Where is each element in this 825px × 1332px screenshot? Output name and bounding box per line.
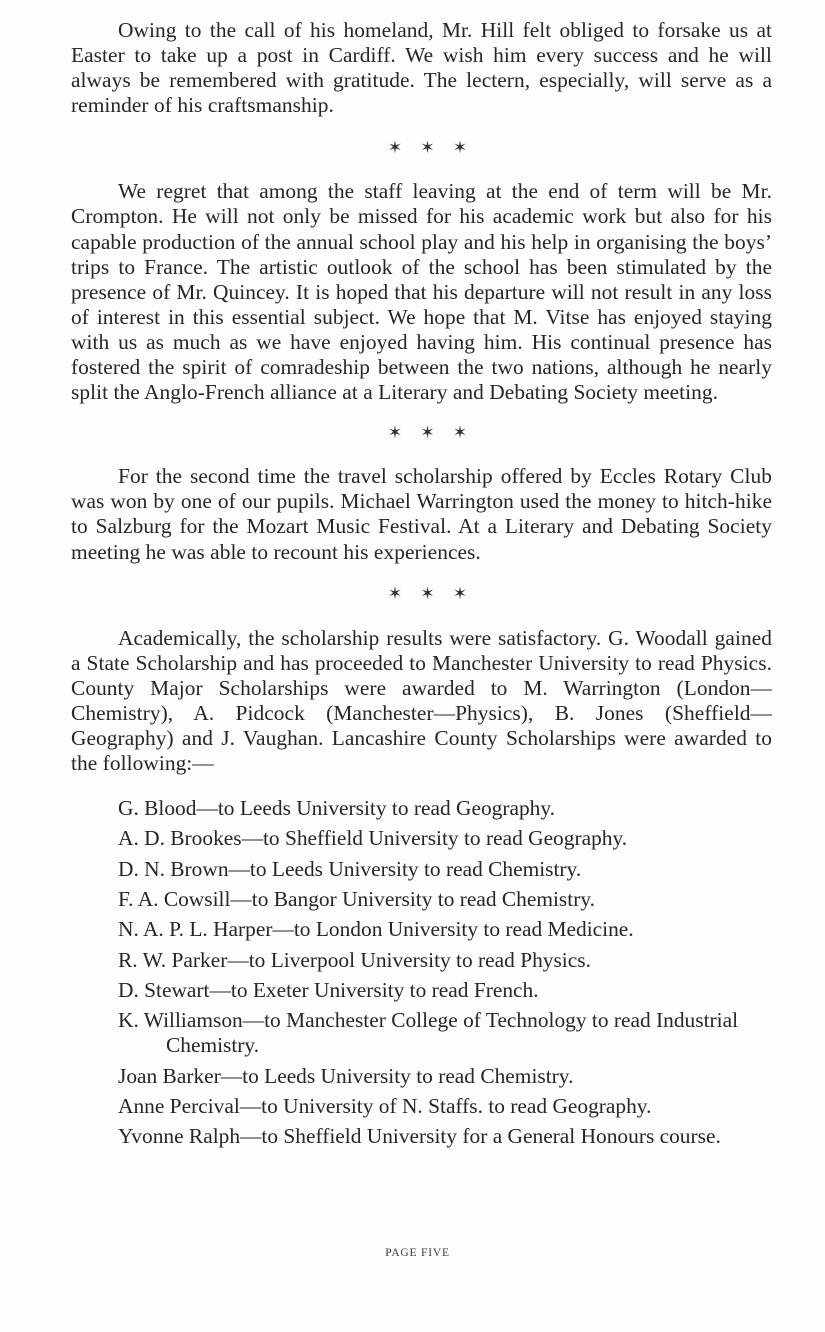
section-separator-stars: ✶ ✶ ✶ (387, 583, 468, 603)
page-number-label: PAGE FIVE (385, 1247, 450, 1259)
paragraph-staff-leaving: We regret that among the staff leaving at the end of term will be Mr. Crompton. He will not only be missed for his academic work but also for his capable production of the annual school play and his help in organising the boys’ trips to France. The artistic outlook of the school has been stimulated by the presence of Mr. Quincey. It is hoped that his departure will not result in any loss of interest in this essential subject. We hope that M. Vitse has enjoyed staying with us as much as we have enjoyed having him. His continual presence has fostered the spirit of comradeship between the two nations, although he nearly split the Anglo-French alliance at a Literary and Debating Society meeting. (71, 179, 772, 405)
list-item: N. A. P. L. Harper—to London University to read Medicine. (118, 917, 634, 942)
list-item: A. D. Brookes—to Sheffield University to read Geography. (118, 826, 628, 851)
paragraph-mr-hill: Owing to the call of his homeland, Mr. Hill felt obliged to forsake us at Easter to take up a post in Cardiff. We wish him every success and he will always be remembered with gratitude. The lectern, especially, will serve as a reminder of his craftsmanship. (71, 18, 772, 118)
section-separator-stars: ✶ ✶ ✶ (387, 423, 468, 443)
paragraph-academic-results: Academically, the scholarship results were satisfactory. G. Woodall gained a State Scholarship and has proceeded to Manchester University to read Physics. County Major Scholarships were awarded to M. Warrington (London—Chemistry), A. Pidcock (Manchester—Physics), B. Jones (Sheffield—Geography) and J. Vaughan. Lancashire County Scholarships were awarded to the following:— (71, 625, 772, 776)
list-item: G. Blood—to Leeds University to read Geography. (118, 796, 556, 821)
paragraph-travel-scholarship: For the second time the travel scholarship offered by Eccles Rotary Club was won by one of our pupils. Michael Warrington used the money to hitch-hike to Salzburg for the Mozart Music Festival. At a Literary and Debating Society meeting he was able to recount his experiences. (71, 464, 772, 564)
section-separator-stars: ✶ ✶ ✶ (387, 138, 468, 158)
list-item: Anne Percival—to University of N. Staffs. to read Geography. (118, 1093, 652, 1118)
document-page (71, 18, 772, 1154)
list-item: K. Williamson—to Manchester College of Technology to read Industrial Chemistry. (118, 1008, 739, 1058)
list-item: R. W. Parker—to Liverpool University to read Physics. (118, 947, 591, 972)
list-item: Yvonne Ralph—to Sheffield University for a General Honours course. (118, 1124, 721, 1149)
list-item: D. N. Brown—to Leeds University to read Chemistry. (118, 856, 582, 881)
scholarship-list (71, 796, 772, 1149)
list-item: F. A. Cowsill—to Bangor University to read Chemistry. (118, 887, 595, 912)
list-item: D. Stewart—to Exeter University to read French. (118, 977, 539, 1002)
list-item: Joan Barker—to Leeds University to read Chemistry. (118, 1063, 574, 1088)
